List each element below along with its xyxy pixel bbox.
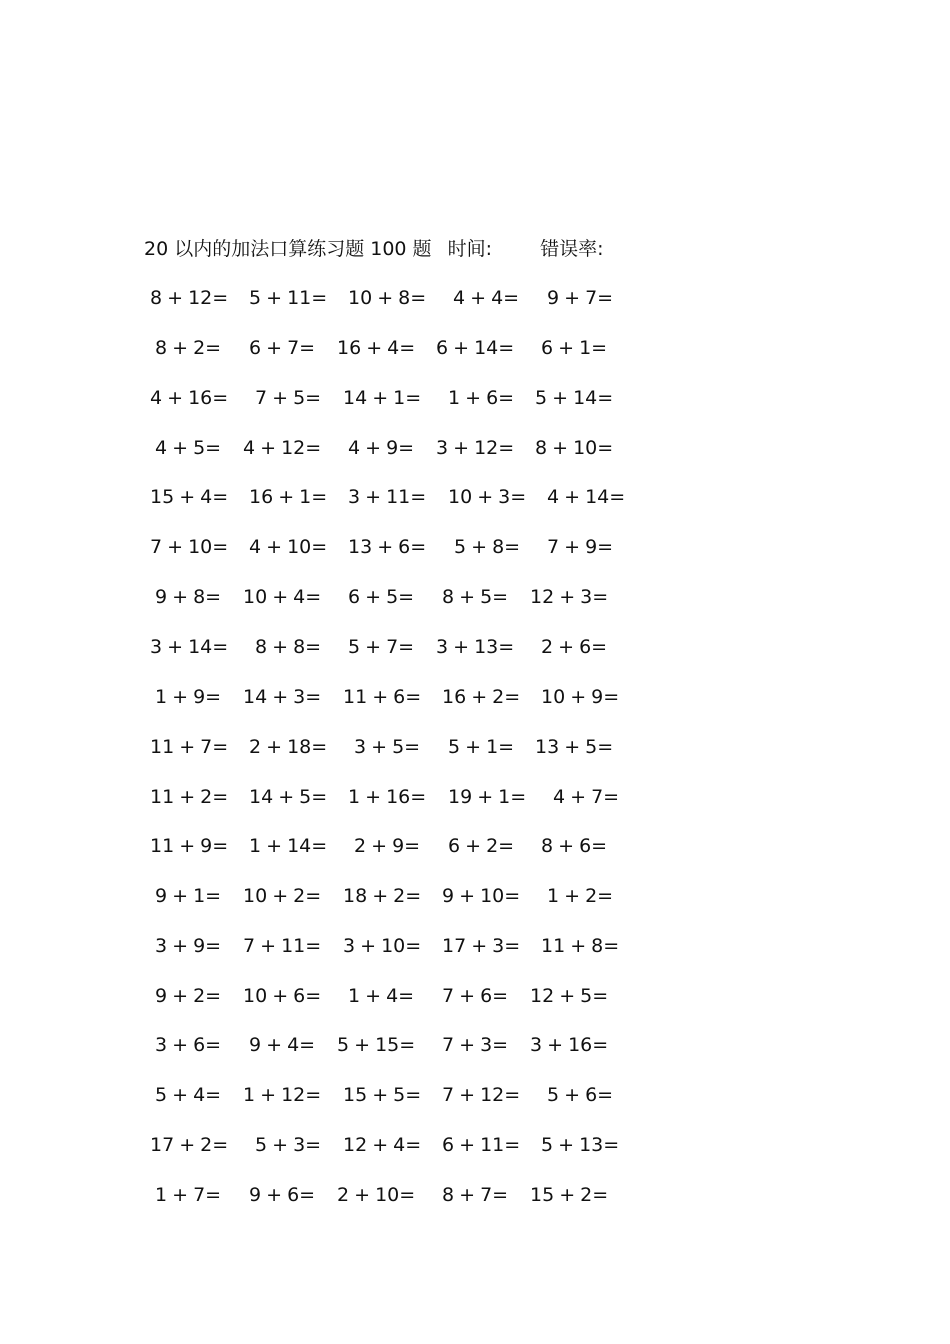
addition-problem: 3 + 9=: [155, 935, 222, 957]
addition-problem: 4 + 10=: [249, 536, 328, 558]
addition-problem: 16 + 4=: [337, 337, 416, 359]
problem-row: [0, 283, 950, 313]
addition-problem: 9 + 10=: [442, 885, 521, 907]
addition-problem: 4 + 14=: [547, 486, 626, 508]
addition-problem: 2 + 6=: [541, 636, 608, 658]
addition-problem: 3 + 14=: [150, 636, 229, 658]
addition-problem: 1 + 2=: [547, 885, 614, 907]
addition-problem: 2 + 18=: [249, 736, 328, 758]
addition-problem: 7 + 11=: [243, 935, 322, 957]
addition-problem: 5 + 4=: [155, 1084, 222, 1106]
addition-problem: 11 + 6=: [343, 686, 422, 708]
addition-problem: 11 + 8=: [541, 935, 620, 957]
problem-row: [0, 383, 950, 413]
problem-row: [0, 782, 950, 812]
addition-problem: 11 + 7=: [150, 736, 229, 758]
addition-problem: 1 + 12=: [243, 1084, 322, 1106]
addition-problem: 10 + 4=: [243, 586, 322, 608]
addition-problem: 8 + 7=: [442, 1184, 509, 1206]
addition-problem: 7 + 6=: [442, 985, 509, 1007]
addition-problem: 1 + 7=: [155, 1184, 222, 1206]
addition-problem: 6 + 7=: [249, 337, 316, 359]
addition-problem: 9 + 1=: [155, 885, 222, 907]
time-label: 时间:: [447, 238, 493, 260]
addition-problem: 2 + 9=: [354, 835, 421, 857]
addition-problem: 11 + 9=: [150, 835, 229, 857]
addition-problem: 10 + 3=: [448, 486, 527, 508]
addition-problem: 5 + 8=: [454, 536, 521, 558]
addition-problem: 7 + 10=: [150, 536, 229, 558]
problem-row: [0, 582, 950, 612]
problem-row: [0, 1080, 950, 1110]
addition-problem: 7 + 12=: [442, 1084, 521, 1106]
addition-problem: 7 + 9=: [547, 536, 614, 558]
addition-problem: 8 + 5=: [442, 586, 509, 608]
problem-row: [0, 682, 950, 712]
problem-row: [0, 881, 950, 911]
addition-problem: 5 + 14=: [535, 387, 614, 409]
addition-problem: 6 + 1=: [541, 337, 608, 359]
addition-problem: 9 + 2=: [155, 985, 222, 1007]
addition-problem: 6 + 11=: [442, 1134, 521, 1156]
addition-problem: 6 + 14=: [436, 337, 515, 359]
problem-row: [0, 831, 950, 861]
worksheet-title: 20 以内的加法口算练习题 100 题: [144, 238, 432, 260]
addition-problem: 6 + 5=: [348, 586, 415, 608]
addition-problem: 9 + 6=: [249, 1184, 316, 1206]
problem-row: [0, 1180, 950, 1210]
addition-problem: 10 + 6=: [243, 985, 322, 1007]
addition-problem: 14 + 5=: [249, 786, 328, 808]
addition-problem: 13 + 5=: [535, 736, 614, 758]
addition-problem: 12 + 5=: [530, 985, 609, 1007]
addition-problem: 1 + 9=: [155, 686, 222, 708]
addition-problem: 19 + 1=: [448, 786, 527, 808]
problem-row: [0, 1030, 950, 1060]
addition-problem: 16 + 1=: [249, 486, 328, 508]
addition-problem: 2 + 10=: [337, 1184, 416, 1206]
problem-row: [0, 981, 950, 1011]
addition-problem: 1 + 16=: [348, 786, 427, 808]
problem-row: [0, 482, 950, 512]
addition-problem: 4 + 16=: [150, 387, 229, 409]
addition-problem: 1 + 6=: [448, 387, 515, 409]
problem-row: [0, 1130, 950, 1160]
addition-problem: 5 + 13=: [541, 1134, 620, 1156]
addition-problem: 9 + 8=: [155, 586, 222, 608]
addition-problem: 10 + 8=: [348, 287, 427, 309]
addition-problem: 4 + 4=: [453, 287, 520, 309]
addition-problem: 3 + 12=: [436, 437, 515, 459]
addition-problem: 8 + 10=: [535, 437, 614, 459]
addition-problem: 12 + 4=: [343, 1134, 422, 1156]
addition-problem: 8 + 8=: [255, 636, 322, 658]
addition-problem: 5 + 6=: [547, 1084, 614, 1106]
addition-problem: 3 + 16=: [530, 1034, 609, 1056]
addition-problem: 9 + 7=: [547, 287, 614, 309]
addition-problem: 17 + 3=: [442, 935, 521, 957]
addition-problem: 10 + 9=: [541, 686, 620, 708]
addition-problem: 5 + 7=: [348, 636, 415, 658]
addition-problem: 3 + 5=: [354, 736, 421, 758]
error-rate-label: 错误率:: [540, 238, 604, 260]
addition-problem: 11 + 2=: [150, 786, 229, 808]
addition-problem: 15 + 4=: [150, 486, 229, 508]
addition-problem: 3 + 13=: [436, 636, 515, 658]
addition-problem: 15 + 2=: [530, 1184, 609, 1206]
addition-problem: 9 + 4=: [249, 1034, 316, 1056]
problem-row: [0, 532, 950, 562]
addition-problem: 8 + 6=: [541, 835, 608, 857]
addition-problem: 5 + 1=: [448, 736, 515, 758]
addition-problem: 1 + 14=: [249, 835, 328, 857]
addition-problem: 3 + 10=: [343, 935, 422, 957]
addition-problem: 7 + 5=: [255, 387, 322, 409]
addition-problem: 14 + 1=: [343, 387, 422, 409]
addition-problem: 14 + 3=: [243, 686, 322, 708]
addition-problem: 4 + 12=: [243, 437, 322, 459]
addition-problem: 15 + 5=: [343, 1084, 422, 1106]
addition-problem: 13 + 6=: [348, 536, 427, 558]
addition-problem: 4 + 7=: [553, 786, 620, 808]
addition-problem: 5 + 11=: [249, 287, 328, 309]
problem-row: [0, 433, 950, 463]
addition-problem: 1 + 4=: [348, 985, 415, 1007]
addition-problem: 6 + 2=: [448, 835, 515, 857]
addition-problem: 16 + 2=: [442, 686, 521, 708]
addition-problem: 8 + 2=: [155, 337, 222, 359]
addition-problem: 18 + 2=: [343, 885, 422, 907]
addition-problem: 4 + 5=: [155, 437, 222, 459]
addition-problem: 17 + 2=: [150, 1134, 229, 1156]
addition-problem: 10 + 2=: [243, 885, 322, 907]
addition-problem: 7 + 3=: [442, 1034, 509, 1056]
problem-row: [0, 732, 950, 762]
addition-problem: 8 + 12=: [150, 287, 229, 309]
addition-problem: 5 + 15=: [337, 1034, 416, 1056]
problem-row: [0, 632, 950, 662]
problem-row: [0, 333, 950, 363]
addition-problem: 12 + 3=: [530, 586, 609, 608]
addition-problem: 3 + 6=: [155, 1034, 222, 1056]
addition-problem: 5 + 3=: [255, 1134, 322, 1156]
addition-problem: 3 + 11=: [348, 486, 427, 508]
addition-problem: 4 + 9=: [348, 437, 415, 459]
problem-row: [0, 931, 950, 961]
